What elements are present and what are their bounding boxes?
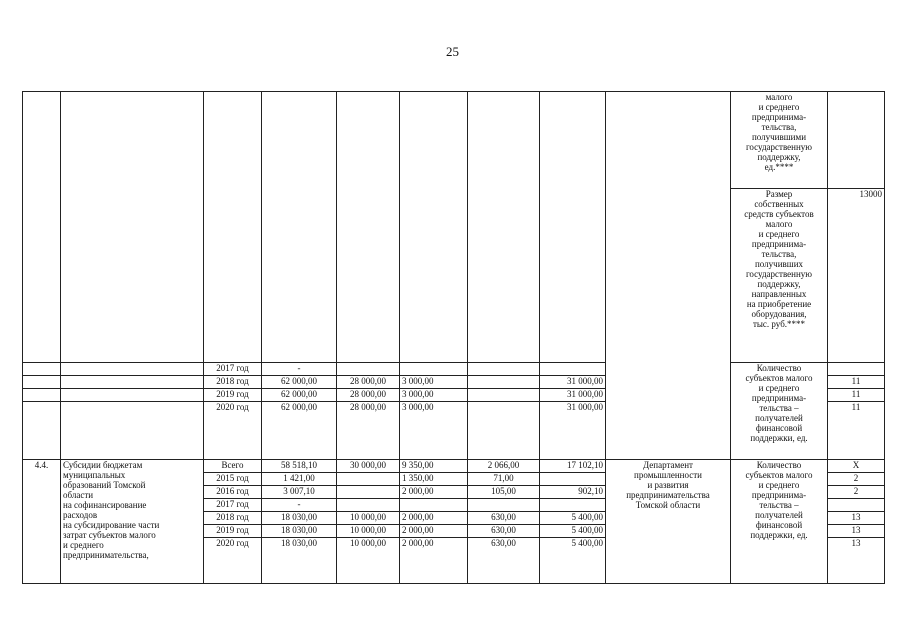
cell-c3: 105,00 — [468, 486, 540, 499]
cell-number — [23, 92, 61, 363]
cell-c4: 902,10 — [540, 486, 606, 499]
program-table — [22, 91, 885, 584]
cell-executor: Департамент промышленности и развития предпринимательства Томской области — [606, 460, 731, 584]
cell-name — [61, 363, 204, 376]
cell-c1: 10 000,00 — [337, 525, 400, 538]
cell-c4: 31 000,00 — [540, 402, 606, 460]
cell-c1: 10 000,00 — [337, 538, 400, 584]
cell-c1 — [337, 486, 400, 499]
cell-year — [204, 92, 262, 363]
cell-target: 2 — [828, 486, 885, 499]
cell-target: 11 — [828, 376, 885, 389]
cell-c3 — [468, 92, 540, 363]
cell-total: - — [262, 499, 337, 512]
cell-target: 13 — [828, 538, 885, 584]
cell-total: 62 000,00 — [262, 402, 337, 460]
cell-c2: 9 350,00 — [400, 460, 468, 473]
cell-indicator: Количество субъектов малого и среднего предпринима- тельства – получателей финансовой поддержки, ед. — [731, 363, 828, 460]
cell-target: 2 — [828, 473, 885, 486]
cell-total: 62 000,00 — [262, 376, 337, 389]
cell-c2: 3 000,00 — [400, 389, 468, 402]
cell-total: 18 030,00 — [262, 512, 337, 525]
cell-c2: 3 000,00 — [400, 376, 468, 389]
cell-c2 — [400, 363, 468, 376]
cell-target: X — [828, 460, 885, 473]
cell-target — [828, 92, 885, 189]
cell-c2 — [400, 92, 468, 363]
cell-name — [61, 92, 204, 363]
cell-target — [828, 499, 885, 512]
cell-target: 11 — [828, 389, 885, 402]
cell-c2: 2 000,00 — [400, 538, 468, 584]
cell-number — [23, 402, 61, 460]
cell-target: 13 — [828, 512, 885, 525]
cell-c2 — [400, 499, 468, 512]
cell-c4 — [540, 473, 606, 486]
cell-c1: 28 000,00 — [337, 402, 400, 460]
cell-number: 4.4. — [23, 460, 61, 584]
cell-number — [23, 363, 61, 376]
cell-c1 — [337, 92, 400, 363]
cell-target: 13 — [828, 525, 885, 538]
cell-c1: 10 000,00 — [337, 512, 400, 525]
cell-target — [828, 363, 885, 376]
cell-year: Всего — [204, 460, 262, 473]
cell-total: 3 007,10 — [262, 486, 337, 499]
cell-year: 2020 год — [204, 538, 262, 584]
cell-year: 2018 год — [204, 376, 262, 389]
table-row — [23, 363, 885, 376]
cell-year: 2017 год — [204, 363, 262, 376]
table-row — [23, 92, 885, 189]
cell-executor — [606, 92, 731, 460]
table-row — [23, 460, 885, 473]
cell-total — [262, 92, 337, 363]
cell-c3: 71,00 — [468, 473, 540, 486]
cell-c4: 5 400,00 — [540, 538, 606, 584]
cell-c3 — [468, 376, 540, 389]
cell-number — [23, 389, 61, 402]
cell-indicator: малого и среднего предпринима- тельства, получившими государственную поддержку, ед.**** — [731, 92, 828, 189]
cell-total: 58 518,10 — [262, 460, 337, 473]
cell-name: Субсидии бюджетам муниципальных образований Томской области на софинансирование расходов на субсидирование части затрат субъектов малого и среднего предпринимательства, — [61, 460, 204, 584]
cell-c4 — [540, 92, 606, 363]
cell-c2: 3 000,00 — [400, 402, 468, 460]
cell-c4: 31 000,00 — [540, 389, 606, 402]
cell-target: 11 — [828, 402, 885, 460]
cell-target: 13000 — [828, 189, 885, 363]
cell-c3 — [468, 402, 540, 460]
cell-c4: 31 000,00 — [540, 376, 606, 389]
cell-c4 — [540, 363, 606, 376]
cell-year: 2019 год — [204, 525, 262, 538]
cell-c3 — [468, 363, 540, 376]
cell-c4: 5 400,00 — [540, 525, 606, 538]
cell-total: 62 000,00 — [262, 389, 337, 402]
cell-year: 2017 год — [204, 499, 262, 512]
cell-c1: 28 000,00 — [337, 376, 400, 389]
cell-name — [61, 376, 204, 389]
cell-c1 — [337, 473, 400, 486]
page-number: 25 — [446, 44, 459, 59]
cell-name — [61, 402, 204, 460]
cell-c2: 2 000,00 — [400, 525, 468, 538]
cell-total: 18 030,00 — [262, 525, 337, 538]
cell-c4: 5 400,00 — [540, 512, 606, 525]
cell-c1: 28 000,00 — [337, 389, 400, 402]
cell-year: 2018 год — [204, 512, 262, 525]
cell-year: 2016 год — [204, 486, 262, 499]
cell-c3 — [468, 499, 540, 512]
cell-c4: 17 102,10 — [540, 460, 606, 473]
cell-number — [23, 376, 61, 389]
cell-total: 18 030,00 — [262, 538, 337, 584]
cell-total: - — [262, 363, 337, 376]
cell-c2: 2 000,00 — [400, 486, 468, 499]
cell-c2: 2 000,00 — [400, 512, 468, 525]
cell-c3: 2 066,00 — [468, 460, 540, 473]
cell-c1: 30 000,00 — [337, 460, 400, 473]
cell-total: 1 421,00 — [262, 473, 337, 486]
cell-c3 — [468, 389, 540, 402]
cell-year: 2019 год — [204, 389, 262, 402]
cell-c3: 630,00 — [468, 512, 540, 525]
cell-indicator: Количество субъектов малого и среднего предпринима- тельства – получателей финансовой поддержки, ед. — [731, 460, 828, 584]
cell-name — [61, 389, 204, 402]
cell-c3: 630,00 — [468, 525, 540, 538]
cell-year: 2015 год — [204, 473, 262, 486]
cell-c1 — [337, 499, 400, 512]
cell-c2: 1 350,00 — [400, 473, 468, 486]
cell-c3: 630,00 — [468, 538, 540, 584]
cell-c1 — [337, 363, 400, 376]
cell-c4 — [540, 499, 606, 512]
cell-indicator: Размер собственных средств субъектов малого и среднего предпринима- тельства, получивших государственную поддержку, направленных на приобретение оборудования, тыс. руб.**** — [731, 189, 828, 363]
cell-year: 2020 год — [204, 402, 262, 460]
